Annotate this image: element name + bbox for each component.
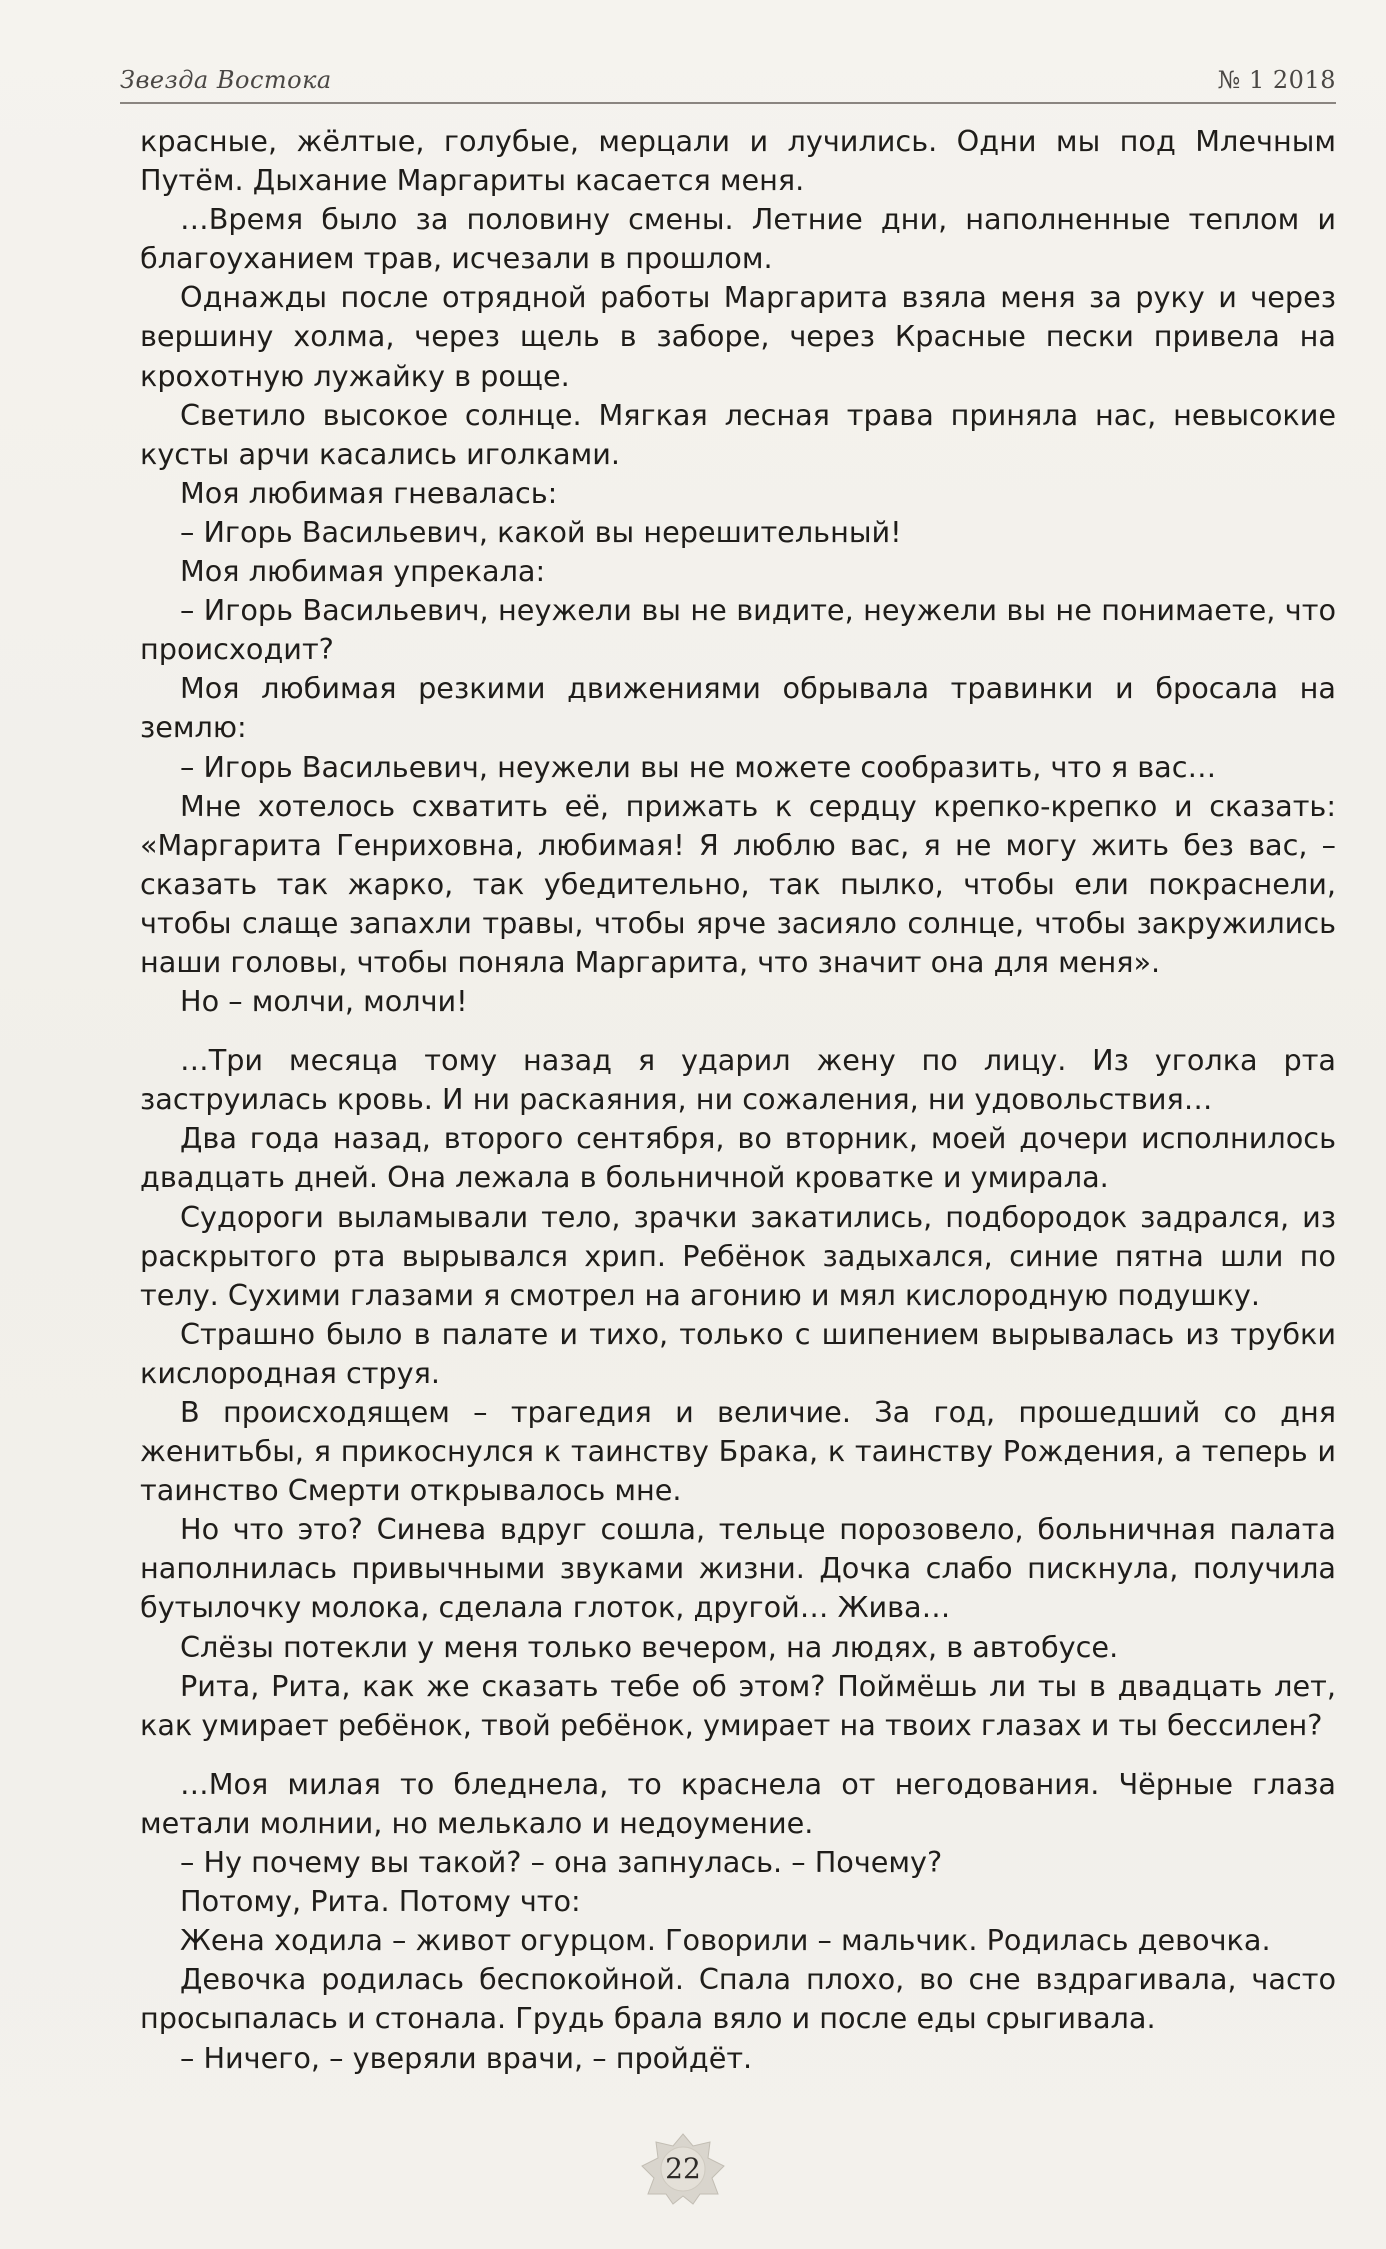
paragraph: …Три месяца тому назад я ударил жену по лицу. Из уголка рта заструилась кровь. И ни раскаяния, ни сожаления, ни удовольствия… (140, 1043, 1336, 1117)
paragraph: …Время было за половину смены. Летние дни, наполненные теплом и благоуханием трав, исчезали в прошлом. (140, 202, 1336, 276)
paragraph: Жена ходила – живот огурцом. Говорили – мальчик. Родилась девочка. (180, 1923, 1271, 1958)
header-divider (120, 102, 1336, 104)
paragraph: Два года назад, второго сентября, во вторник, моей дочери исполнилось двадцать дней. Она лежала в больничной кроватке и умирала. (140, 1121, 1336, 1195)
paragraph: Но – молчи, молчи! (180, 984, 468, 1019)
page-number-ornament (638, 2132, 728, 2206)
paragraph: Светило высокое солнце. Мягкая лесная трава приняла нас, невысокие кусты арчи касались иголками. (140, 397, 1336, 471)
paragraph: Моя любимая гневалась: (180, 475, 558, 510)
paragraph: – Игорь Васильевич, какой вы нерешительный! (180, 514, 902, 549)
running-header (120, 58, 1336, 98)
paragraph: Рита, Рита, как же сказать тебе об этом? Поймёшь ли ты в двадцать лет, как умирает ребёнок, твой ребёнок, умирает на твоих глазах и ты бессилен? (140, 1668, 1336, 1742)
journal-title: Звезда Востока (120, 66, 332, 94)
paragraph: Страшно было в палате и тихо, только с шипением вырывалась из трубки кислородная струя. (140, 1316, 1336, 1390)
paragraph: – Ну почему вы такой? – она запнулась. – Почему? (180, 1845, 943, 1880)
paragraph: Однажды после отрядной работы Маргарита взяла меня за руку и через вершину холма, через щель в заборе, через Красные пески привела на крохотную лужайку в роще. (140, 280, 1336, 393)
paragraph: …Моя милая то бледнела, то краснела от негодования. Чёрные глаза метали молнии, но мелькало и недоумение. (140, 1766, 1336, 1840)
paragraph: Но что это? Синева вдруг сошла, тельце порозовело, больничная палата наполнилась привычными звуками жизни. Дочка слабо пискнула, получила бутылочку молока, сделала глоток, другой… Жива… (140, 1512, 1336, 1625)
article-body (140, 122, 1336, 2078)
paragraph: – Игорь Васильевич, неужели вы не можете сообразить, что я вас… (180, 749, 1217, 784)
paragraph: Мне хотелось схватить её, прижать к сердцу крепко-крепко и сказать: «Маргарита Генриховна, любимая! Я люблю вас, я не могу жить без вас, – сказать так жарко, так убедительно, так пылко, чтобы ели покраснели, чтобы слаще запахли травы, чтобы ярче засияло солнце, чтобы закружились наши головы, чтобы поняла Маргарита, что значит она для меня». (140, 788, 1336, 979)
paragraph: Девочка родилась беспокойной. Спала плохо, во сне вздрагивала, часто просыпалась и стонала. Грудь брала вяло и после еды срыгивала. (140, 1962, 1336, 2036)
paragraph: красные, жёлтые, голубые, мерцали и лучились. Одни мы под Млечным Путём. Дыхание Маргариты касается меня. (140, 124, 1336, 198)
paragraph: – Ничего, – уверяли врачи, – пройдёт. (180, 2040, 753, 2075)
paragraph: Потому, Рита. Потому что: (180, 1884, 581, 1919)
paragraph: Моя любимая резкими движениями обрывала травинки и бросала на землю: (140, 671, 1336, 745)
paragraph: Слёзы потекли у меня только вечером, на людях, в автобусе. (180, 1629, 1119, 1664)
paragraph: Судороги выламывали тело, зрачки закатились, подбородок задрался, из раскрытого рта вырывался хрип. Ребёнок задыхался, синие пятна шли по телу. Сухими глазами я смотрел на агонию и мял кислородную подушку. (140, 1199, 1336, 1312)
paragraph: В происходящем – трагедия и величие. За год, прошедший со дня женитьбы, я прикоснулся к таинству Брака, к таинству Рождения, а теперь и таинство Смерти открывалось мне. (140, 1395, 1336, 1508)
paragraph: Моя любимая упрекала: (180, 554, 546, 589)
issue-number: № 1 2018 (1217, 66, 1336, 94)
page-number: 22 (665, 2152, 701, 2185)
paragraph: – Игорь Васильевич, неужели вы не видите, неужели вы не понимаете, что происходит? (140, 593, 1336, 667)
